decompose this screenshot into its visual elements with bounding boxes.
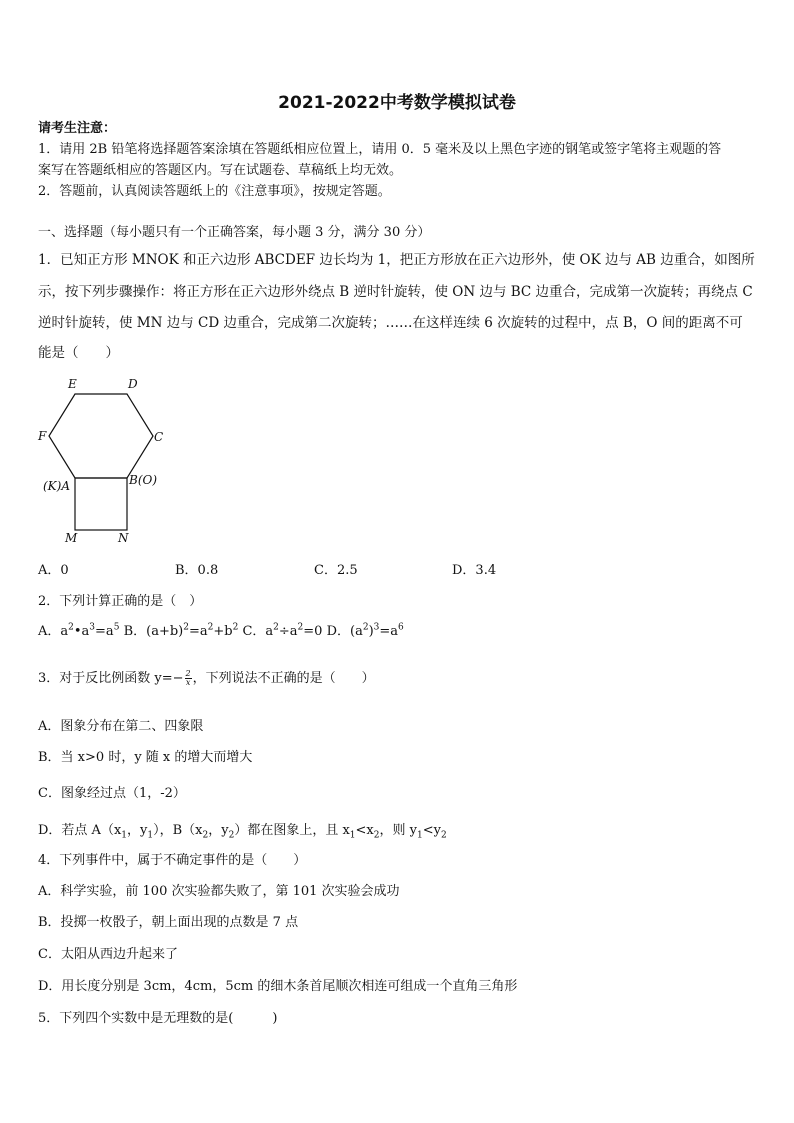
q1-option-b: B．0.8 xyxy=(175,563,219,578)
q1-line-4: 能是（ ） xyxy=(38,345,119,361)
q1-line-2: 示，按下列步骤操作：将正方形在正六边形外绕点 B 逆时针旋转，使 ON 边与 BC 边重合，完成第一次旋转；再绕点 C xyxy=(38,284,753,300)
q4-option-c: C．太阳从西边升起来了 xyxy=(38,947,178,962)
q5-stem: 5．下列四个实数中是无理数的是( ) xyxy=(38,1011,278,1026)
q3-option-b: B．当 x>0 时，y 随 x 的增大而增大 xyxy=(38,750,253,765)
q1-figure xyxy=(30,370,180,555)
hexagon-shape xyxy=(49,394,153,478)
notice-line-1a: 1．请用 2B 铅笔将选择题答案涂填在答题纸相应位置上，请用 0．5 毫米及以上黑色字迹的钢笔或签字笔将主观题的答 xyxy=(38,142,722,157)
label-F: F xyxy=(38,429,47,443)
square-shape xyxy=(75,478,127,530)
q1-option-c: C．2.5 xyxy=(314,563,358,578)
q4-option-a: A．科学实验，前 100 次实验都失败了，第 101 次实验会成功 xyxy=(38,884,400,899)
notice-heading: 请考生注意： xyxy=(38,121,117,136)
label-B: B(O) xyxy=(129,473,158,487)
q3-option-a: A．图象分布在第二、四象限 xyxy=(38,719,204,734)
q4-option-d: D．用长度分别是 3cm，4cm，5cm 的细木条首尾顺次相连可组成一个直角三角形 xyxy=(38,979,518,994)
label-N: N xyxy=(118,531,129,545)
notice-line-1b: 案写在答题纸相应的答题区内。写在试题卷、草稿纸上均无效。 xyxy=(38,163,403,178)
q4-option-b: B．投掷一枚骰子，朝上面出现的点数是 7 点 xyxy=(38,915,299,930)
q1-line-1: 1．已知正方形 MNOK 和正六边形 ABCDEF 边长均为 1，把正方形放在正六边形外，使 OK 边与 AB 边重合，如图所 xyxy=(38,252,755,268)
notice-line-2: 2．答题前，认真阅读答题纸上的《注意事项》，按规定答题。 xyxy=(38,184,391,199)
q1-line-3: 逆时针旋转，使 MN 边与 CD 边重合，完成第二次旋转；……在这样连续 6 次旋转的过程中，点 B，O 间的距离不可 xyxy=(38,315,743,331)
page-title: 2021-2022中考数学模拟试卷 xyxy=(278,93,516,113)
q2-options: A．$a^2•a^3=a^5$ B．$(a+b)^2=a^2+b^2$ C．$a^2\div a^2=0$ D．$(a^2)^3=a^6$ xyxy=(38,622,404,639)
q4-stem: 4．下列事件中，属于不确定事件的是（ ） xyxy=(38,853,307,868)
label-E: E xyxy=(68,377,77,391)
q1-option-a: A．0 xyxy=(38,563,69,578)
q3-stem: 3．对于反比例函数 y=− $\frac{2}{x}$ ，下列说法不正确的是（ ） xyxy=(38,669,375,687)
label-M: M xyxy=(65,531,78,545)
section-heading: 一、选择题（每小题只有一个正确答案，每小题 3 分，满分 30 分） xyxy=(38,225,431,240)
fraction: $\frac{2}{x}$ xyxy=(185,669,191,687)
q3-option-c: C．图象经过点（1，-2） xyxy=(38,786,186,801)
label-A: (K)A xyxy=(43,479,70,493)
label-D: D xyxy=(128,377,138,391)
label-C: C xyxy=(154,430,164,444)
q1-option-d: D．3.4 xyxy=(452,563,497,578)
q2-stem: 2．下列计算正确的是（ ） xyxy=(38,594,203,609)
q3-option-d: D．若点 $A(x_1$，$y_1$），$B(x_2$，$y_2$）都在图象上，且 $x_1<x_2$，则 $y_1<y_2$ xyxy=(38,823,447,841)
